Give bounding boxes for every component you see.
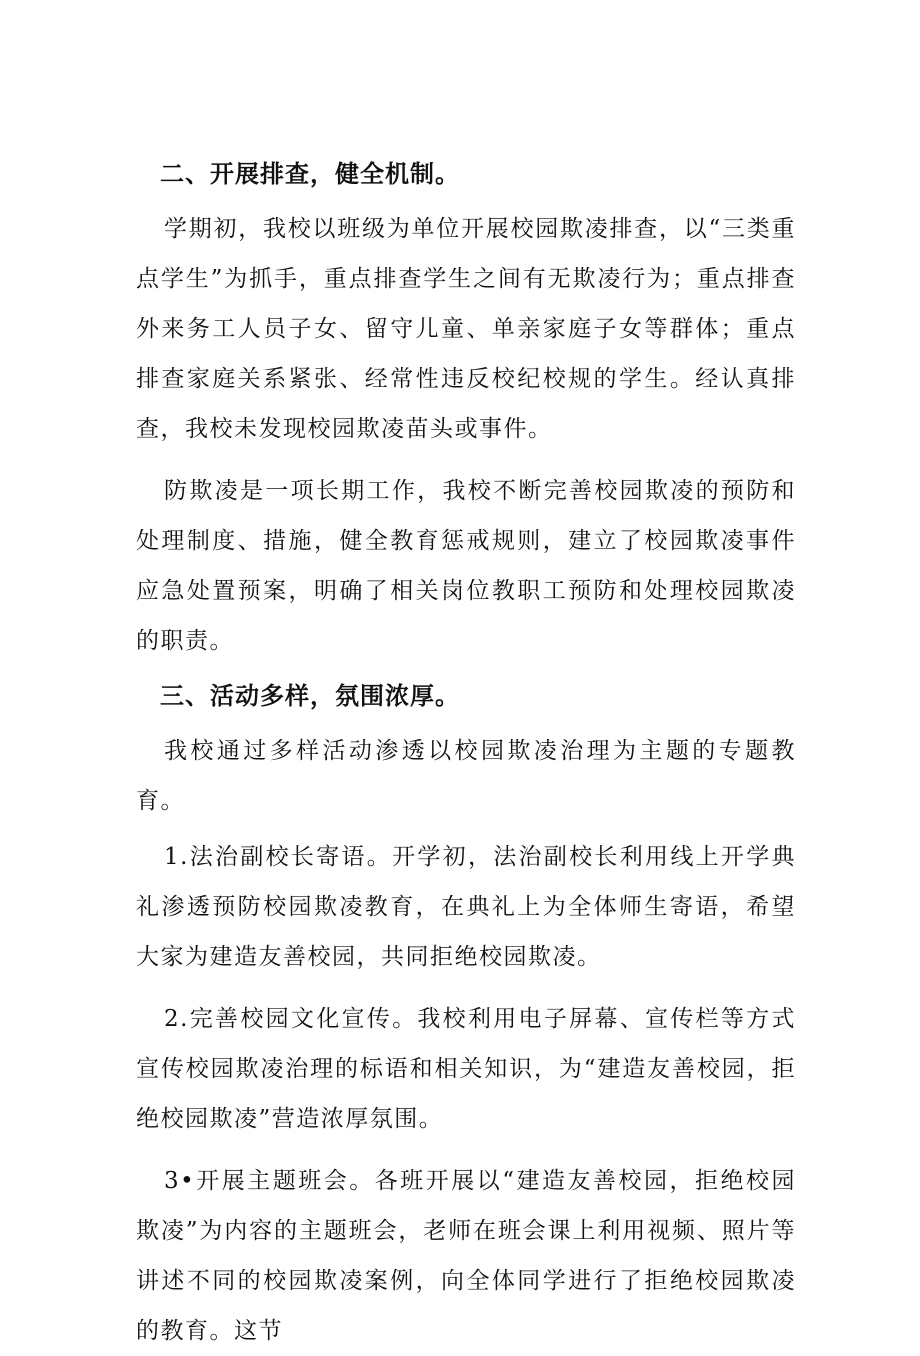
list-item-3: 3•开展主题班会。各班开展以“建造友善校园，拒绝校园欺凌”为内容的主题班会，老师在班会课上利用视频、照片等讲述不同的校园欺凌案例，向全体同学进行了拒绝校园欺凌的教育。这节 (136, 1168, 796, 1344)
paragraph-prevention: 防欺凌是一项长期工作，我校不断完善校园欺凌的预防和处理制度、措施，健全教育惩戒规则，建立了校园欺凌事件应急处置预案，明确了相关岗位教职工预防和处理校园欺凌的职责。 (136, 478, 796, 654)
document-body (136, 150, 796, 1356)
spacer (136, 1144, 796, 1156)
section-heading-3: 三、活动多样，氛围浓厚。 (160, 682, 460, 710)
paragraph-investigation: 学期初，我校以班级为单位开展校园欺凌排查，以“三类重点学生”为抓手，重点排查学生之间有无欺凌行为；重点排查外来务工人员子女、留守儿童、单亲家庭子女等群体；重点排查家庭关系紧张、经常性违反校纪校规的学生。经认真排查，我校未发现校园欺凌苗头或事件。 (136, 216, 796, 442)
section-heading-2: 二、开展排查，健全机制。 (160, 160, 460, 188)
list-item-1: 1.法治副校长寄语。开学初，法治副校长利用线上开学典礼渗透预防校园欺凌教育，在典礼上为全体师生寄语，希望大家为建造友善校园，共同拒绝校园欺凌。 (136, 844, 796, 970)
list-item-2: 2.完善校园文化宣传。我校利用电子屏幕、宣传栏等方式宣传校园欺凌治理的标语和相关知识，为“建造友善校园，拒绝校园欺凌”营造浓厚氛围。 (136, 1006, 796, 1132)
spacer (136, 982, 796, 994)
spacer (136, 454, 796, 466)
paragraph-activities-intro: 我校通过多样活动渗透以校园欺凌治理为主题的专题教育。 (136, 738, 796, 814)
